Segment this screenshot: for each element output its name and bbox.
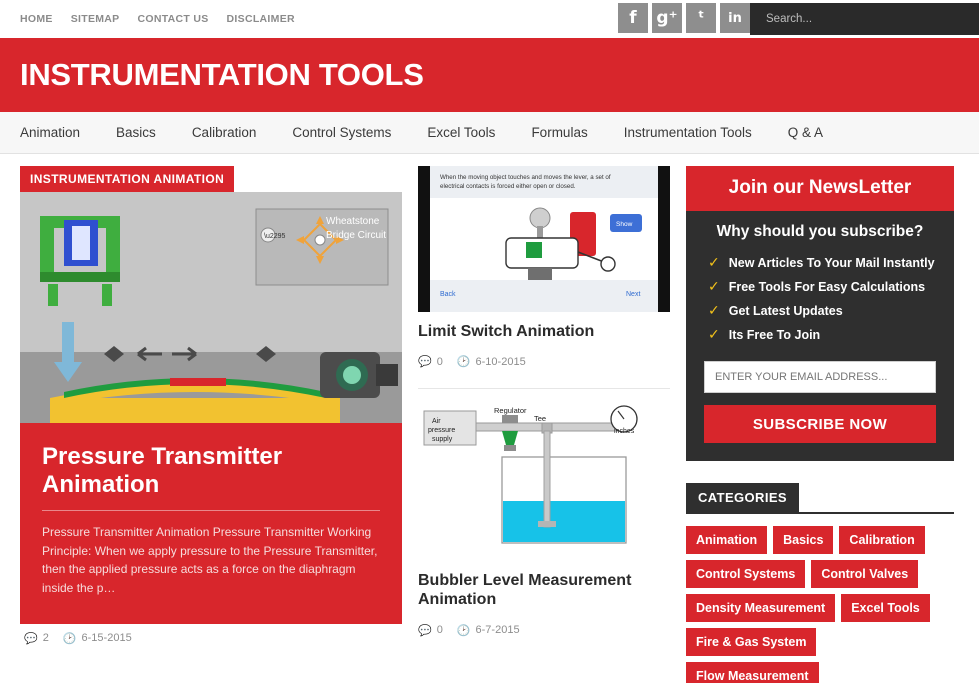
clock-icon: 🕑 [456, 623, 471, 637]
divider [686, 512, 954, 514]
benefit-label: Its Free To Join [728, 328, 821, 342]
svg-text:Wheatstone: Wheatstone [326, 216, 380, 227]
facebook-icon[interactable]: f [618, 3, 648, 33]
svg-text:Next: Next [626, 291, 641, 298]
post-thumbnail-limit-switch[interactable] [418, 166, 670, 312]
comment-count-value: 0 [436, 355, 443, 368]
nav-item-formulas[interactable]: Formulas [531, 125, 588, 140]
comment-count-value: 2 [42, 632, 49, 645]
category-tag-fire-gas-system[interactable]: Fire & Gas System [686, 628, 816, 656]
check-icon: ✓ [708, 327, 720, 343]
post-date [457, 355, 526, 368]
post-meta [418, 616, 670, 647]
list-item [708, 299, 954, 323]
featured-post-card[interactable] [20, 192, 402, 624]
category-tag-control-valves[interactable]: Control Valves [811, 560, 918, 588]
list-item[interactable] [418, 401, 670, 646]
category-tag-animation[interactable]: Animation [686, 526, 767, 554]
category-tag-control-systems[interactable]: Control Systems [686, 560, 805, 588]
section-label-instrumentation-animation: INSTRUMENTATION ANIMATION [20, 166, 234, 192]
category-tag-list [686, 526, 954, 683]
svg-text:Tee: Tee [534, 414, 547, 424]
newsletter-widget [686, 166, 954, 461]
list-item[interactable] [418, 166, 670, 378]
category-tag-flow-measurement[interactable]: Flow Measurement [686, 662, 819, 683]
twitter-icon[interactable]: ᵗ [686, 3, 716, 33]
post-title-limit-switch[interactable]: Limit Switch Animation [418, 323, 595, 340]
content-area [0, 154, 979, 683]
clock-icon: 🕑 [456, 355, 471, 369]
list-item [708, 251, 954, 275]
divider [42, 510, 380, 511]
comment-count [418, 355, 443, 368]
featured-post-body [20, 423, 402, 624]
list-item [708, 323, 954, 347]
nav-item-calibration[interactable]: Calibration [191, 125, 257, 140]
top-link-sitemap[interactable]: SITEMAP [70, 13, 120, 25]
featured-post-excerpt: Pressure Transmitter Animation Pressure Transmitter Working Principle: When we apply pressure to the Pressure Transmitter, then the applied pressure acts as a force on the diaphragm inside the p… [42, 525, 378, 595]
svg-text:Air: Air [432, 418, 441, 426]
site-title: INSTRUMENTATION TOOLS [20, 57, 424, 92]
svg-text:pressure: pressure [428, 427, 456, 435]
nav-item-control-systems[interactable]: Control Systems [292, 125, 392, 140]
svg-text:electrical contacts is forced: electrical contacts is forced either open or closed. [440, 183, 576, 190]
benefit-label: Free Tools For Easy Calculations [728, 280, 926, 294]
category-tag-calibration[interactable]: Calibration [839, 526, 924, 554]
svg-text:Show: Show [616, 221, 633, 228]
nav-item-excel-tools[interactable]: Excel Tools [427, 125, 496, 140]
featured-post-image [20, 192, 402, 423]
category-tag-excel-tools[interactable]: Excel Tools [841, 594, 930, 622]
pressure-transmitter-illustration [20, 192, 402, 423]
social-links [618, 3, 750, 33]
check-icon: ✓ [708, 279, 720, 295]
newsletter-heading: Join our NewsLetter [686, 166, 954, 211]
post-date [457, 624, 520, 637]
post-meta [418, 347, 670, 378]
email-field[interactable] [705, 370, 935, 384]
svg-text:supply: supply [432, 436, 453, 444]
top-link-disclaimer[interactable]: DISCLAIMER [226, 13, 295, 25]
svg-text:inches: inches [614, 428, 635, 436]
google-plus-icon[interactable]: g⁺ [652, 3, 682, 33]
benefit-label: Get Latest Updates [728, 304, 843, 318]
list-item [708, 275, 954, 299]
top-link-contact-us[interactable]: CONTACT US [137, 13, 209, 25]
divider [418, 388, 670, 389]
category-tag-density-measurement[interactable]: Density Measurement [686, 594, 835, 622]
top-bar [0, 0, 979, 38]
post-thumbnail-bubbler[interactable] [418, 401, 670, 561]
clock-icon: 🕑 [62, 631, 77, 645]
comment-icon: 💬 [418, 355, 432, 369]
comment-count [24, 632, 49, 645]
post-date [63, 632, 132, 645]
top-link-home[interactable]: HOME [20, 13, 53, 25]
site-header [0, 38, 979, 112]
comment-icon: 💬 [24, 631, 38, 645]
post-date-value: 6-15-2015 [81, 632, 132, 645]
newsletter-benefits [686, 251, 954, 347]
svg-text:Back: Back [440, 291, 456, 298]
categories-heading: CATEGORIES [686, 483, 799, 512]
nav-item-instrumentation-tools[interactable]: Instrumentation Tools [623, 125, 752, 140]
post-date-value: 6-10-2015 [475, 355, 526, 368]
featured-post-title[interactable]: Pressure Transmitter Animation [42, 443, 283, 498]
nav-item-qa[interactable]: Q & A [787, 125, 824, 140]
newsletter-email-wrapper[interactable] [704, 361, 936, 393]
comment-count-value: 0 [436, 624, 443, 637]
bubbler-level-illustration [418, 401, 670, 561]
top-nav-links [0, 13, 295, 25]
nav-item-animation[interactable]: Animation [20, 125, 81, 140]
svg-text:Bridge Circuit: Bridge Circuit [326, 230, 387, 241]
categories-widget [686, 483, 954, 683]
benefit-label: New Articles To Your Mail Instantly [728, 256, 935, 270]
check-icon: ✓ [708, 303, 720, 319]
featured-post-meta [20, 624, 402, 655]
featured-column [20, 166, 402, 683]
post-title-bubbler[interactable]: Bubbler Level Measurement Animation [418, 572, 632, 609]
main-nav [0, 112, 979, 154]
search-box[interactable] [750, 3, 979, 35]
comment-icon: 💬 [418, 623, 432, 637]
post-date-value: 6-7-2015 [475, 624, 520, 637]
sidebar [686, 166, 954, 683]
svg-text:\u2295: \u2295 [264, 233, 286, 240]
limit-switch-illustration [418, 166, 670, 312]
posts-column [418, 166, 670, 683]
category-tag-basics[interactable]: Basics [773, 526, 833, 554]
check-icon: ✓ [708, 255, 720, 271]
subscribe-button[interactable]: SUBSCRIBE NOW [704, 405, 936, 443]
svg-text:When the moving object touches: When the moving object touches and moves the lever, a set of [440, 174, 611, 181]
svg-text:Regulator: Regulator [494, 406, 527, 416]
search-input[interactable] [750, 12, 979, 26]
comment-count [418, 624, 443, 637]
newsletter-subheading: Why should you subscribe? [716, 223, 924, 240]
linkedin-icon[interactable]: in [720, 3, 750, 33]
nav-item-basics[interactable]: Basics [116, 125, 156, 140]
